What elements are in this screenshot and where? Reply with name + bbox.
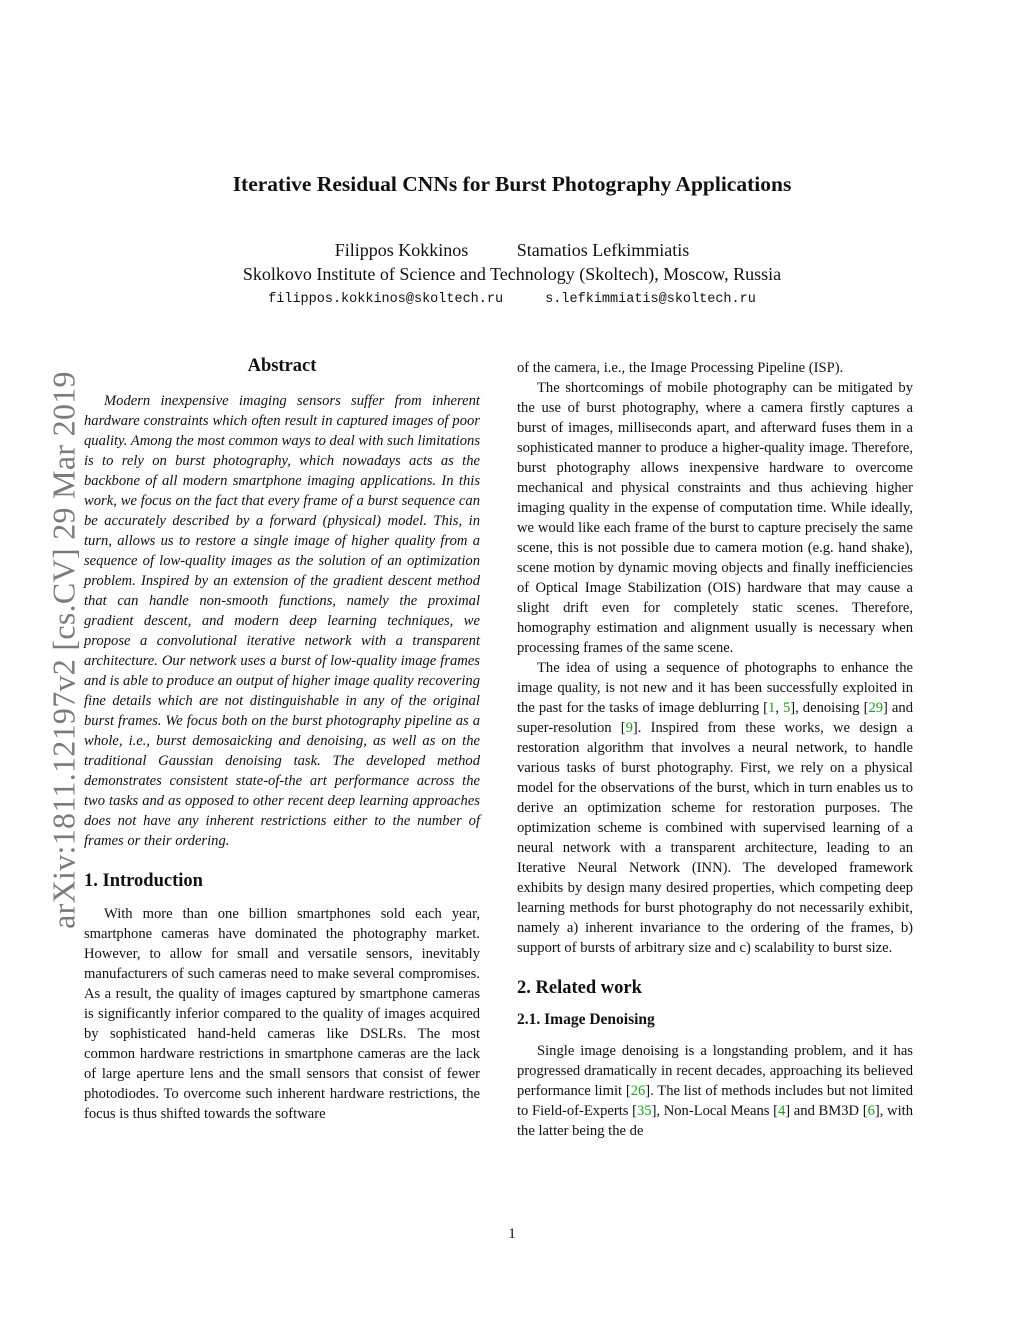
paragraph-text: ] and BM3D [ [785,1103,868,1119]
introduction-paragraph: With more than one billion smartphones sold each year, smartphone cameras have dominated the photography market. However, to allow for small and versatile sensors, inevitably manufacturers of such cameras need to make several compromises. As a result, the quality of images captured by smartphone cameras is significantly inferior compared to the quality of images acquired by sophisticated hand-held cameras like DSLRs. The most common hardware restrictions in smartphone cameras are the lack of large aperture lens and the small sensors that consist of fewer photodiodes. To overcome such inherent hardware restrictions, the focus is thus shifted towards the software [84,906,480,1122]
page-number: 1 [508,1226,516,1242]
introduction-continuation: of the camera, i.e., the Image Processing Pipeline (ISP). [517,360,844,376]
paragraph-text: , [775,700,783,716]
citation-link[interactable]: 35 [636,1103,652,1119]
author-emails [0,292,1024,307]
image-denoising-paragraph [517,1041,913,1141]
paragraph-text: ]. Inspired from these works, we design a restoration algorithm that involves a neural network, to handle various tasks of burst photography. First, we rely on a physical model for the observations of the burst, which in turn enables us to derive an optimization scheme for restoration purposes. The optimization scheme is combined with supervised learning of a neural network with a transparent architecture, leading to an Iterative Neural Network (INN). The developed framework exhibits by design many desired properties, which competing deep learning methods for burst photography do not necessarily exhibit, namely a) inherent invariance to the ordering of the frames, b) support of bursts of arbitrary size and c) scalability to burst size. [517,720,913,956]
citation-link[interactable]: 9 [625,720,633,736]
paragraph-text: ] and super-resolution [ [517,700,913,736]
right-column [517,358,913,1141]
image-denoising-subheading: 2.1. Image Denoising [517,1011,655,1028]
citation-link[interactable]: 1 [768,700,776,716]
author-affiliation: Skolkovo Institute of Science and Technology (Skoltech), Moscow, Russia [242,264,782,284]
paragraph-text: ], with the latter being the de [517,1103,913,1139]
citation-link[interactable]: 26 [630,1083,646,1099]
citation-link[interactable]: 4 [778,1103,786,1119]
paper-title: Iterative Residual CNNs for Burst Photography Applications [232,172,792,196]
burst-photography-paragraph: The shortcomings of mobile photography can be mitigated by the use of burst photography, where a camera firstly captures a burst of images, milliseconds apart, and afterward fuses them in a sophisticated manner to produce a higher-quality image. Therefore, burst photography allows inexpensive hardware to overcome mechanical and physical constraints and thus achieving higher imaging quality in the expense of computation time. While ideally, we would like each frame of the burst to capture precisely the same scene, this is not possible due to camera motion (e.g. hand shake), scene motion by dynamic moving objects and finally inefficiencies of Optical Image Stabilization (OIS) hardware that may cause a slight drift even for completely static scenes. Therefore, homography estimation and alignment usually is necessary when processing frames of the same scene. [517,380,913,656]
author-list [0,240,1024,261]
author-name: Stamatios Lefkimmiatis [516,240,690,260]
left-column [84,356,480,1124]
paragraph-text: Single image denoising is a longstanding problem, and it has progressed dramatically in recent decades, approaching its believed performance limit [ [517,1043,913,1099]
author-email[interactable]: filippos.kokkinos@skoltech.ru [268,292,504,307]
restoration-approach-paragraph [517,658,913,958]
citation-link[interactable]: 6 [867,1103,875,1119]
abstract-heading: Abstract [247,356,317,376]
introduction-heading: 1. Introduction [84,871,203,891]
citation-link[interactable]: 5 [782,700,791,716]
paragraph-text: ]. The list of methods includes but not limited to Field-of-Experts [ [517,1083,913,1119]
paragraph-text: ], denoising [ [790,700,869,716]
citation-link[interactable]: 29 [868,700,884,716]
paragraph-text: ], Non-Local Means [ [651,1103,778,1119]
author-email[interactable]: s.lefkimmiatis@skoltech.ru [545,292,756,307]
author-name: Filippos Kokkinos [334,240,469,260]
related-work-heading: 2. Related work [517,978,642,998]
paragraph-text: The idea of using a sequence of photographs to enhance the image quality, is not new and it has been successfully exploited in the past for the tasks of image deblurring [ [517,660,913,716]
arxiv-identifier-stamp: arXiv:1811.12197v2 [cs.CV] 29 Mar 2019 [45,371,82,929]
abstract-text: Modern inexpensive imaging sensors suffer from inherent hardware constraints which often result in captured images of poor quality. Among the most common ways to deal with such limitations is to rely on burst photography, which nowadays acts as the backbone of all modern smartphone imaging applications. In this work, we focus on the fact that every frame of a burst sequence can be accurately described by a forward (physical) model. This, in turn, allows us to restore a single image of higher quality from a sequence of low-quality images as the solution of an optimization problem. Inspired by an extension of the gradient descent method that can handle non-smooth functions, namely the proximal gradient descent, and modern deep learning techniques, we propose a convolutional iterative network with a transparent architecture. Our network uses a burst of low-quality image frames and is able to produce an output of higher image quality recovering fine details which are not distinguishable in any of the original burst frames. We focus both on the burst photography pipeline as a whole, i.e., burst demosaicking and denoising, as well as on the traditional Gaussian denoising task. The developed method demonstrates consistent state-of-the art performance across the two tasks and as opposed to other recent deep learning approaches does not have any inherent restrictions either to the number of frames or their ordering. [84,393,480,849]
